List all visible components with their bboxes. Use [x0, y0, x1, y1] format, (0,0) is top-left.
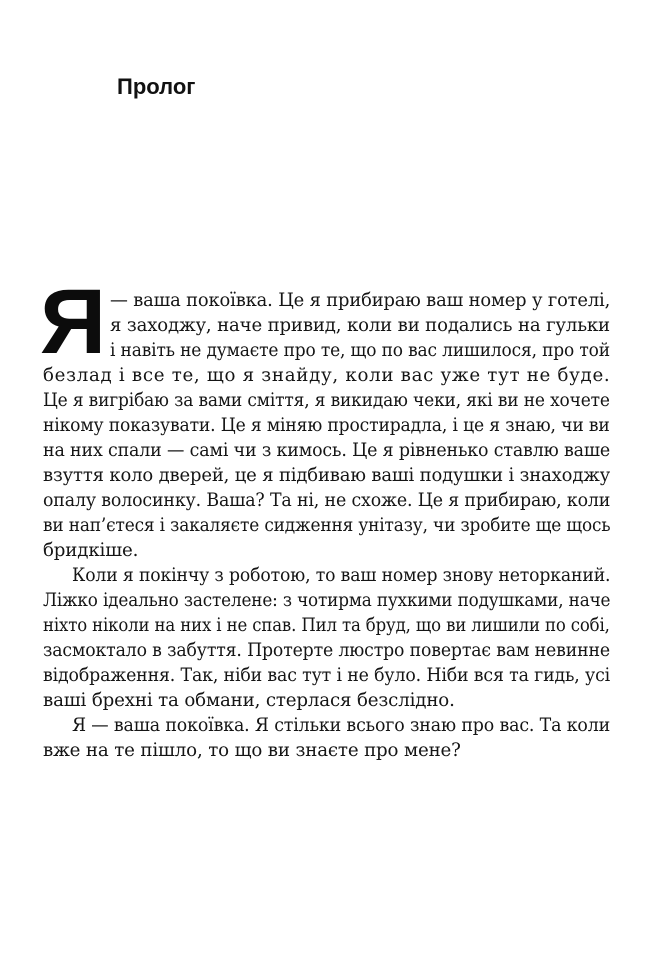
text-line: я заходжу, наче привид, коли ви подались на гульки [110, 315, 610, 336]
drop-cap-letter: Я [40, 271, 107, 373]
text-line: і навіть не думаєте про те, що по вас лишилося, про той [110, 340, 610, 361]
text-line: взуття коло дверей, це я підбиваю ваші подушки і знаходжу [43, 465, 611, 486]
text-line: нікому показувати. Це я міняю простирадла, і це я знаю, чи ви [43, 415, 610, 436]
text-line: Це я вигрібаю за вами сміття, я викидаю чеки, які ви не хочете [43, 390, 610, 411]
text-line: на них спали — самі чи з кимось. Це я рівненько ставлю ваше [43, 440, 611, 461]
text-line: засмоктало в забуття. Протерте люстро повертає вам невинне [43, 640, 610, 661]
text-line: опалу волосинку. Ваша? Та ні, не схоже. Це я прибираю, коли [43, 490, 611, 511]
text-line: ніхто ніколи на них і не спав. Пил та бруд, що ви лишили по собі, [43, 615, 610, 636]
text-line: Я — ваша покоївка. Я стільки всього знаю про вас. Та коли [72, 715, 611, 736]
text-line: ваші брехні та обмани, стерлася безслідно. [43, 690, 455, 711]
text-line: ви нап’єтеся і закаляєте сидження унітазу, чи зробите ще щось [43, 515, 611, 536]
text-line: відображення. Так, ніби вас тут і не було. Ніби вся та гидь, усі [43, 665, 611, 686]
text-line: Коли я покінчу з роботою, то ваш номер знову неторканий. [72, 565, 611, 586]
chapter-title: Пролог [117, 74, 196, 99]
text-line: безлад і все те, що я знайду, коли вас уже тут не буде. [43, 365, 611, 386]
text-line: бридкіше. [43, 540, 139, 561]
text-line: Ліжко ідеально застелене: з чотирма пухкими подушками, наче [43, 590, 611, 611]
text-line: вже на те пішло, то що ви знаєте про мене? [43, 740, 461, 761]
text-line: — ваша покоївка. Це я прибираю ваш номер у готелі, [110, 290, 611, 311]
